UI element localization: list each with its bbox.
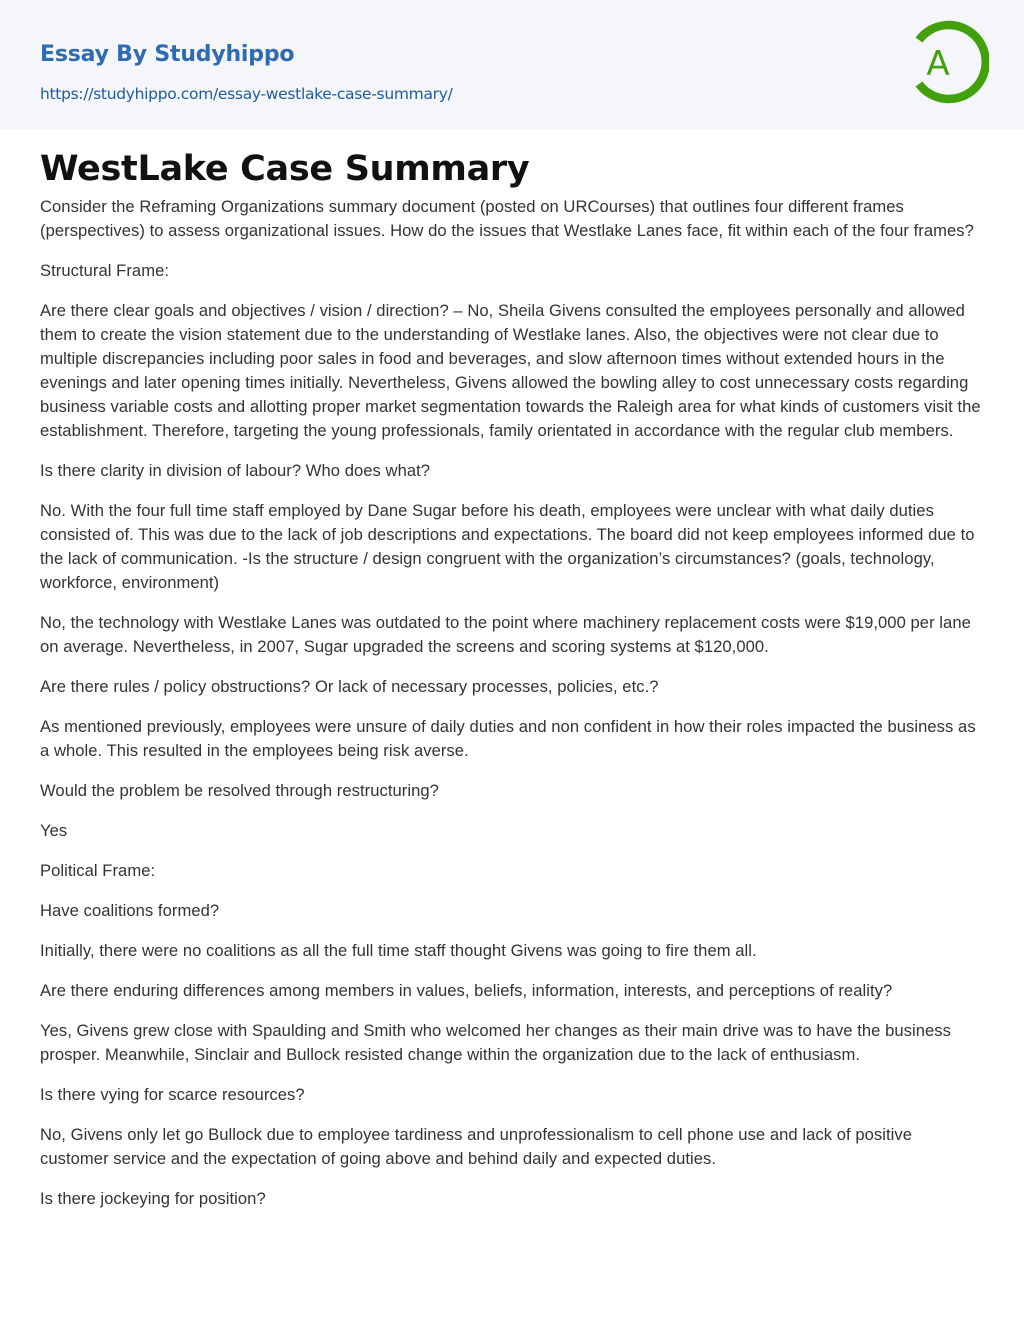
section-heading-structural: Structural Frame: bbox=[40, 261, 170, 280]
paragraph: As mentioned previously, employees were unsure of daily duties and non confident in how their roles impacted the business as a whole. This resulted in the employees being risk averse. bbox=[40, 717, 976, 760]
paragraph-intro: Consider the Reframing Organizations summary document (posted on URCourses) that outlines four different frames (perspectives) to assess organizational issues. How do the issues that Westlake Lanes face, fit within each of the four frames? bbox=[40, 197, 974, 240]
paragraph: Are there clear goals and objectives / vision / direction? – No, Sheila Givens consulted the employees personally and allowed them to create the vision statement due to the understanding of Westlake lanes. Also, the objectives were not clear due to multiple discrepancies including poor sales in food and beverages, and slow afternoon times without extended hours in the evenings and later opening times initially. Nevertheless, Givens allowed the bowling alley to cost unnecessary costs regarding business variable costs and allotting proper market segmentation towards the Raleigh area for what kinds of customers visit the establishment. Therefore, targeting the young professionals, family orientated in accordance with the regular club members. bbox=[40, 301, 981, 440]
site-brand[interactable]: Essay By Studyhippo bbox=[40, 42, 295, 67]
article-body bbox=[0, 147, 1024, 1211]
paragraph: Yes bbox=[40, 821, 68, 840]
paragraph: No, the technology with Westlake Lanes was outdated to the point where machinery replacement costs were $19,000 per lane on average. Nevertheless, in 2007, Sugar upgraded the screens and scoring systems at $120,000. bbox=[40, 613, 971, 656]
question: Would the problem be resolved through restructuring? bbox=[40, 781, 439, 800]
question: Have coalitions formed? bbox=[40, 901, 220, 920]
studyhippo-logo-icon[interactable] bbox=[905, 18, 989, 106]
article-title: WestLake Case Summary bbox=[40, 149, 530, 189]
article-url-link[interactable]: https://studyhippo.com/essay-westlake-case-summary/ bbox=[40, 85, 453, 103]
paragraph: No. With the four full time staff employed by Dane Sugar before his death, employees were unclear with what daily duties consisted of. This was due to the lack of job descriptions and expectations. The board did not keep employees informed due to the lack of communication. -Is the structure / design congruent with the organization’s circumstances? (goals, technology, workforce, environment) bbox=[40, 501, 975, 592]
question: Is there jockeying for position? bbox=[40, 1189, 266, 1208]
question: Are there rules / policy obstructions? Or lack of necessary processes, policies, etc.? bbox=[40, 677, 659, 696]
question: Is there clarity in division of labour? Who does what? bbox=[40, 461, 431, 480]
paragraph: Initially, there were no coalitions as all the full time staff thought Givens was going to fire them all. bbox=[40, 941, 757, 960]
logo-letter: A bbox=[926, 44, 950, 84]
paragraph: No, Givens only let go Bullock due to employee tardiness and unprofessionalism to cell phone use and lack of positive customer service and the expectation of going above and behind daily and expected duties. bbox=[40, 1125, 912, 1168]
section-heading-political: Political Frame: bbox=[40, 861, 156, 880]
site-header bbox=[0, 0, 1024, 129]
question: Are there enduring differences among members in values, beliefs, information, interests, and perceptions of reality? bbox=[40, 981, 893, 1000]
paragraph: Yes, Givens grew close with Spaulding and Smith who welcomed her changes as their main drive was to have the business prosper. Meanwhile, Sinclair and Bullock resisted change within the organization due to the lack of enthusiasm. bbox=[40, 1021, 952, 1064]
question: Is there vying for scarce resources? bbox=[40, 1085, 305, 1104]
